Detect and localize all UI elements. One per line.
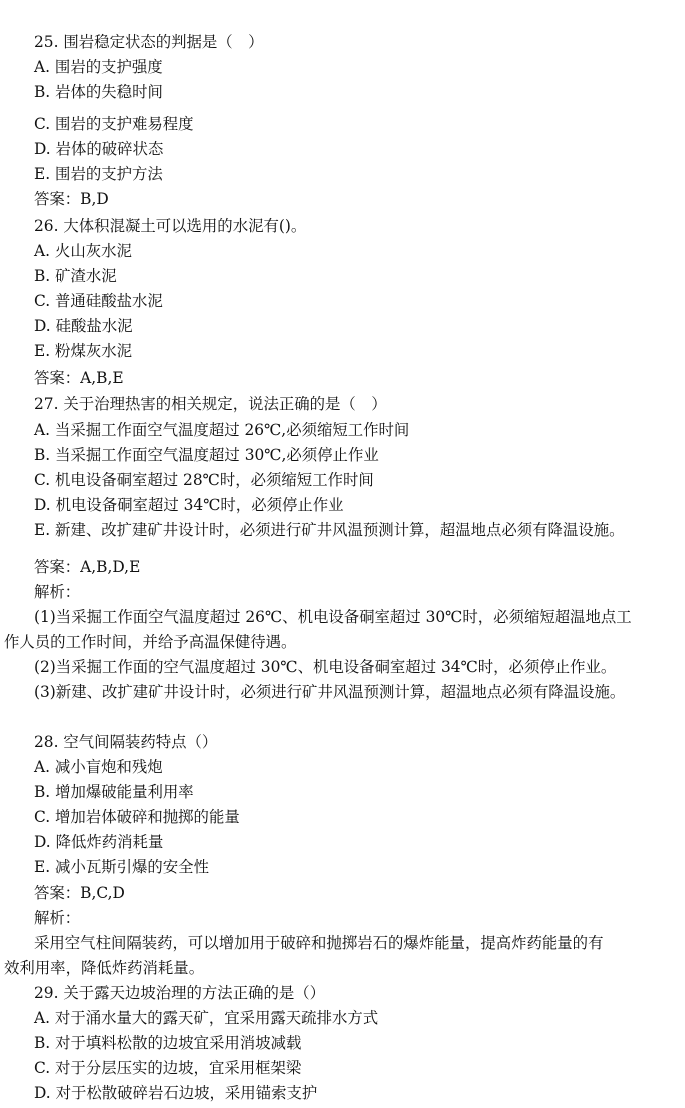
question-27-option-e: E. 新建、改扩建矿井设计时，必须进行矿井风温预测计算，超温地点必须有降温设施。 <box>34 521 625 539</box>
question-29-option-d: D. 对于松散破碎岩石边坡，采用锚索支护 <box>34 1084 318 1102</box>
question-29-option-c: C. 对于分层压实的边坡，宜采用框架梁 <box>34 1059 302 1077</box>
question-26-option-b: B. 矿渣水泥 <box>34 267 117 285</box>
question-28-stem: 28. 空气间隔装药特点（） <box>34 733 218 751</box>
question-28-option-e: E. 减小瓦斯引爆的安全性 <box>34 858 209 876</box>
question-26-stem: 26. 大体积混凝土可以选用的水泥有()。 <box>34 217 307 235</box>
question-27-option-a: A. 当采掘工作面空气温度超过 26℃,必须缩短工作时间 <box>34 421 410 439</box>
question-27-analysis-line-1: (1)当采掘工作面空气温度超过 26℃、机电设备硐室超过 30℃时，必须缩短超温地点工 <box>34 608 632 626</box>
question-27-option-b: B. 当采掘工作面空气温度超过 30℃,必须停止作业 <box>34 446 379 464</box>
question-26-answer: 答案：A,B,E <box>34 369 124 387</box>
question-25-stem: 25. 围岩稳定状态的判据是（ ） <box>34 33 264 51</box>
question-28-option-a: A. 减小盲炮和残炮 <box>34 758 163 776</box>
question-27-analysis-line-4: (3)新建、改扩建矿井设计时，必须进行矿井风温预测计算，超温地点必须有降温设施。 <box>34 683 626 701</box>
question-27-option-c: C. 机电设备硐室超过 28℃时，必须缩短工作时间 <box>34 471 374 489</box>
question-25-option-c: C. 围岩的支护难易程度 <box>34 115 194 133</box>
question-25-option-b: B. 岩体的失稳时间 <box>34 83 163 101</box>
question-25-answer: 答案：B,D <box>34 190 109 208</box>
question-28-option-c: C. 增加岩体破碎和抛掷的能量 <box>34 808 240 826</box>
question-27-analysis-line-3: (2)当采掘工作面的空气温度超过 30℃、机电设备硐室超过 34℃时，必须停止作业。 <box>34 658 617 676</box>
question-29-option-a: A. 对于涌水量大的露天矿，宜采用露天疏排水方式 <box>34 1009 379 1027</box>
question-28-option-b: B. 增加爆破能量利用率 <box>34 783 194 801</box>
question-25-option-d: D. 岩体的破碎状态 <box>34 140 164 158</box>
question-27-analysis-label: 解析： <box>34 583 81 601</box>
question-27-answer: 答案：A,B,D,E <box>34 558 141 576</box>
question-28-analysis-label: 解析： <box>34 909 81 927</box>
question-26-option-d: D. 硅酸盐水泥 <box>34 317 133 335</box>
question-27-analysis-line-2: 作人员的工作时间，并给予高温保健待遇。 <box>4 633 297 651</box>
question-28-answer: 答案：B,C,D <box>34 884 125 902</box>
question-26-option-c: C. 普通硅酸盐水泥 <box>34 292 163 310</box>
question-25-option-a: A. 围岩的支护强度 <box>34 58 163 76</box>
question-27-option-d: D. 机电设备硐室超过 34℃时，必须停止作业 <box>34 496 344 514</box>
question-26-option-a: A. 火山灰水泥 <box>34 242 132 260</box>
question-28-analysis-line-2: 效利用率，降低炸药消耗量。 <box>4 959 205 977</box>
question-26-option-e: E. 粉煤灰水泥 <box>34 342 133 360</box>
question-27-stem: 27. 关于治理热害的相关规定，说法正确的是（ ） <box>34 395 387 413</box>
question-28-option-d: D. 降低炸药消耗量 <box>34 833 164 851</box>
question-25-option-e: E. 围岩的支护方法 <box>34 165 163 183</box>
question-29-stem: 29. 关于露天边坡治理的方法正确的是（） <box>34 984 326 1002</box>
question-29-option-b: B. 对于填料松散的边坡宜采用消坡减载 <box>34 1034 302 1052</box>
question-28-analysis-line-1: 采用空气柱间隔装药，可以增加用于破碎和抛掷岩石的爆炸能量，提高炸药能量的有 <box>34 934 604 952</box>
